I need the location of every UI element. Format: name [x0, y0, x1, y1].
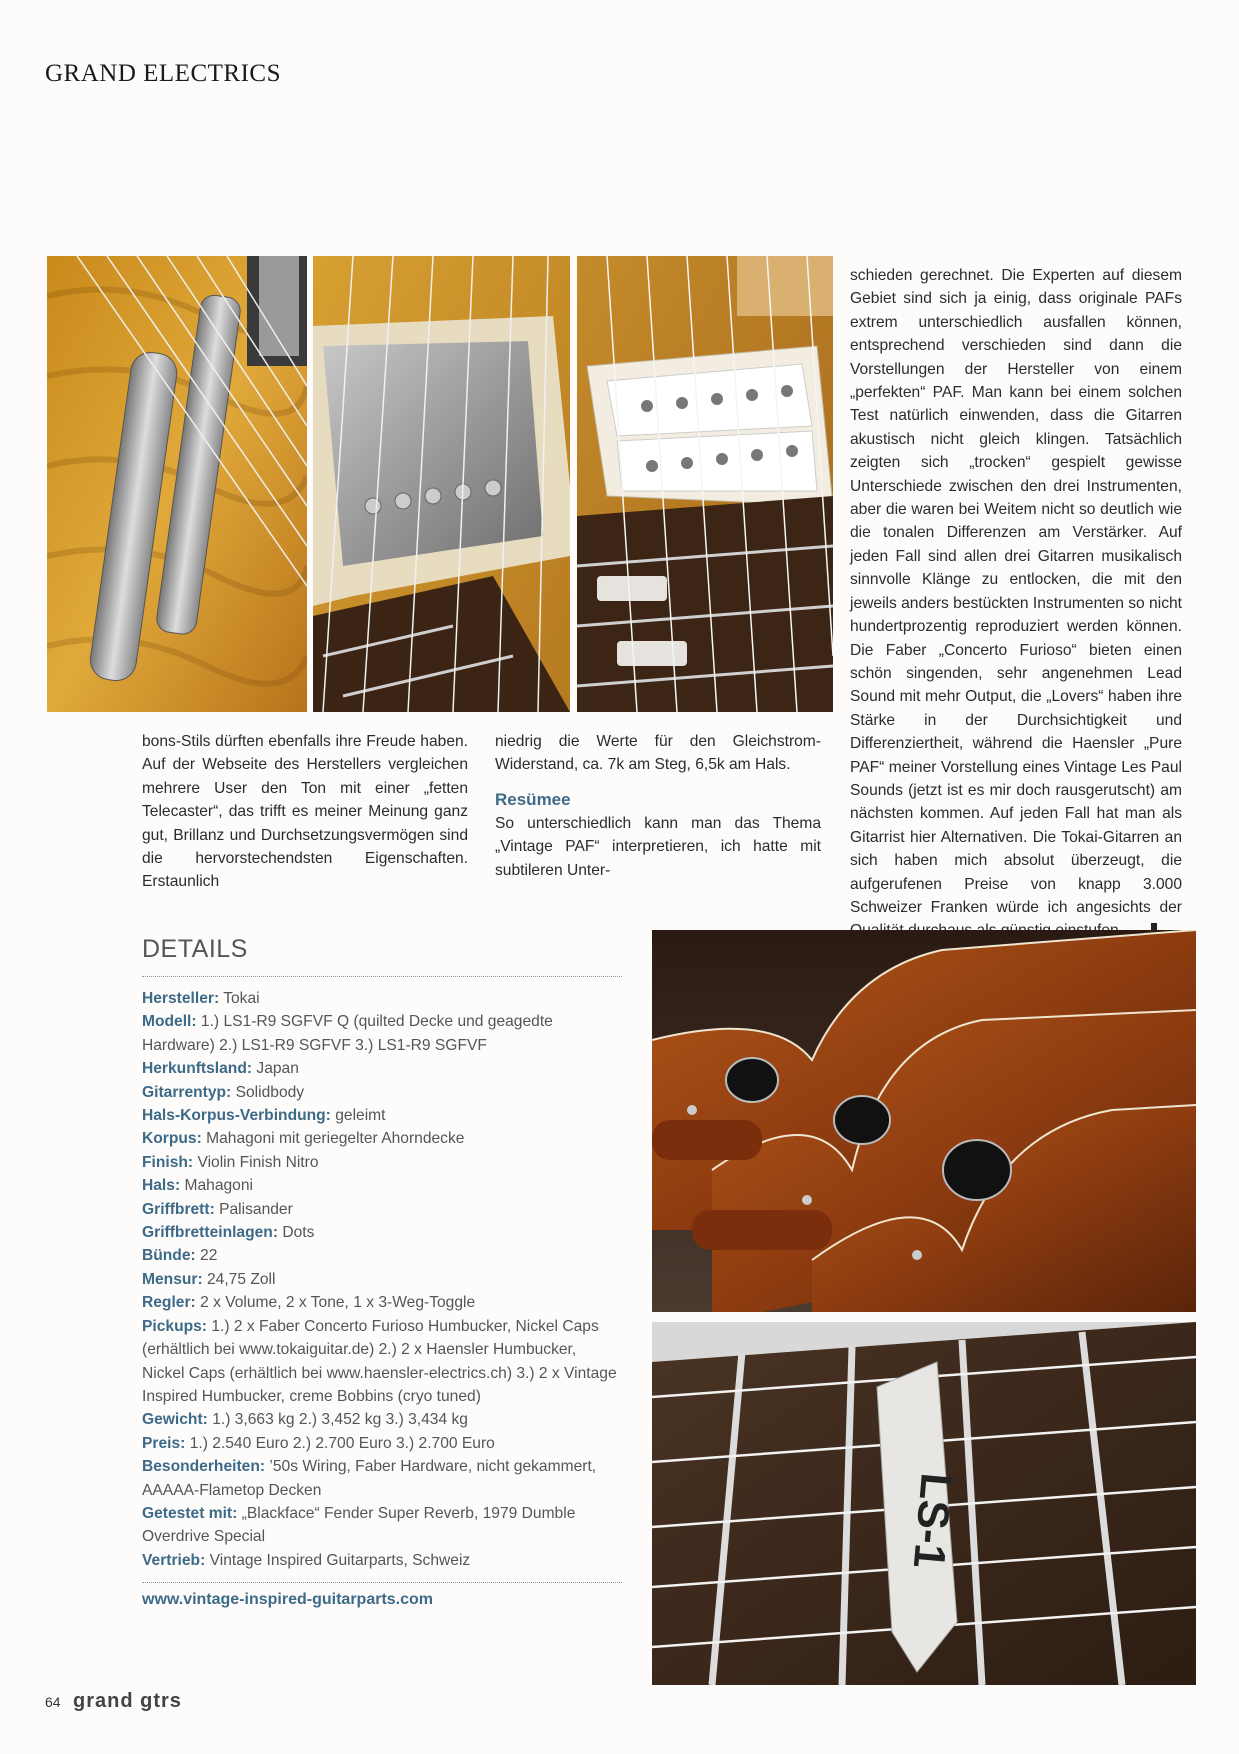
details-item — [142, 1244, 622, 1267]
photo-fretboard — [652, 1322, 1196, 1685]
details-value: Dots — [282, 1224, 315, 1242]
details-label: Pickups: — [142, 1317, 207, 1335]
details-value: Violin Finish Nitro — [197, 1153, 319, 1171]
article-paragraph: schieden gerechnet. Die Experten auf diesem Gebiet sind sich ja einig, dass originale PAFs extrem unterschiedlich ausfallen können, entsprechend verschieden sind dann die Vorstellungen der Hersteller von einem „perfekten“ PAF. Man kann bei einem solchen Test natürlich einwenden, dass die Gitarren akustisch nicht gleich klingen. Tatsächlich zeigten sich „trocken“ gespielt gewisse Unterschiede zwischen den drei Instrumenten, aber die waren bei Weitem nicht so deutlich wie die tonalen Differenzen am Verstärker. Auf jeden Fall sind allen drei Gitarren musikalisch sinnvolle Klänge zu entlocken, die mit den jeweils anders bestückten Instrumenten so nicht hundertprozentig reproduziert werden können. Die Faber „Concerto Furioso“ bieten einen schön singenden, sehr angenehmen Lead Sound mit mehr Output, die „Lovers“ haben ihre Stärke in der Durchsichtigkeit und Differenziertheit, während die Haensler „Pure PAF“ meiner Vorstellung eines Vintage Les Paul Sounds (jetzt ist es mir doch rausgerutscht) am nächsten kommen. Auf jeden Fall hat man als Gitarrist hier Alternativen. Die Tokai-Gitarren an sich haben mich absolut überzeugt, die aufgerufenen Preise von knapp 3.000 Schweizer Franken würde ich angesichts der — [850, 267, 1182, 916]
details-item — [142, 1010, 622, 1057]
details-item — [142, 1549, 622, 1572]
details-label: Preis: — [142, 1434, 186, 1452]
photo-pickup-nickel — [313, 256, 570, 712]
page-footer — [45, 1690, 182, 1713]
article-paragraph: So unterschiedlich kann man das Thema „Vintage PAF“ interpretieren, ich hatte mit subtileren Unter- — [495, 814, 821, 879]
details-label: Gewicht: — [142, 1411, 208, 1429]
details-list — [142, 977, 622, 1583]
article-paragraph: niedrig die Werte für den Gleichstrom-Widerstand, ca. 7k am Steg, 6,5k am Hals. — [495, 733, 821, 774]
details-value: 1.) LS1-R9 SGFVF Q (quilted Decke und geagedte Hardware) 2.) LS1-R9 SGFVF 3.) LS1-R9 SGFVF — [142, 1013, 553, 1054]
subheading-resuemee: Resümee — [495, 789, 571, 809]
details-item — [142, 1408, 622, 1431]
details-label: Hals: — [142, 1177, 181, 1195]
details-label: Gitarrentyp: — [142, 1083, 232, 1101]
photo-bodies — [652, 930, 1196, 1312]
details-item — [142, 1198, 622, 1221]
page-number: 64 — [45, 1694, 61, 1710]
details-item — [142, 1268, 622, 1291]
details-label: Bünde: — [142, 1247, 196, 1265]
details-box — [142, 935, 622, 1609]
details-item — [142, 1502, 622, 1549]
details-value: ’50s Wiring, Faber Hardware, nicht gekammert, AAAAA-Flametop Decken — [142, 1458, 597, 1499]
details-label: Vertrieb: — [142, 1551, 206, 1569]
article-column-1 — [142, 730, 468, 894]
details-item — [142, 1127, 622, 1150]
details-value: Mahagoni — [184, 1177, 253, 1195]
details-value: Solidbody — [235, 1083, 305, 1101]
details-item — [142, 1221, 622, 1244]
details-value: Mahagoni mit geriegelter Ahorndecke — [206, 1130, 465, 1148]
details-item — [142, 1432, 622, 1455]
photo-pickup-cream — [577, 256, 833, 712]
details-value: Japan — [256, 1060, 299, 1078]
details-item — [142, 1104, 622, 1127]
details-label: Griffbrett: — [142, 1200, 215, 1218]
section-title: GRAND ELECTRICS — [45, 60, 281, 87]
distributor-link[interactable]: www.vintage-inspired-guitarparts.com — [142, 1591, 434, 1609]
magazine-logo: grand gtrs — [73, 1690, 182, 1712]
details-label: Finish: — [142, 1153, 194, 1171]
details-value: Palisander — [219, 1200, 293, 1218]
details-label: Hals-Korpus-Verbindung: — [142, 1107, 331, 1125]
details-item — [142, 1057, 622, 1080]
details-value: 22 — [200, 1247, 218, 1265]
article-paragraph: bons-Stils dürften ebenfalls ihre Freude haben. Auf der Webseite des Herstellers vergleichen mehrere User den Ton mit einer „fetten Telecaster“, das trifft es meiner Meinung ganz gut, Brillanz und Durchsetzungsvermögen sind die hervorstechendsten Eigenschaften. Erstaunlich — [142, 733, 468, 891]
details-label: Modell: — [142, 1013, 197, 1031]
photo-bridge — [47, 256, 307, 712]
details-value: 1.) 2 x Faber Concerto Furioso Humbucker, Nickel Caps (erhältlich bei www.tokaiguitar.de) 2.) 2 x Haensler Humbucker, Nickel Caps (erhältlich bei www.haensler-electrics.ch) 3.) 2 x Vintage Inspired Humbucker, creme Bobbins (cryo tuned) — [142, 1317, 617, 1405]
details-label: Regler: — [142, 1294, 196, 1312]
details-label: Griffbretteinlagen: — [142, 1224, 279, 1242]
details-label: Herkunftsland: — [142, 1060, 253, 1078]
details-value: 24,75 Zoll — [207, 1270, 276, 1288]
details-label: Korpus: — [142, 1130, 202, 1148]
details-title: DETAILS — [142, 935, 622, 977]
details-value: 2 x Volume, 2 x Tone, 1 x 3-Weg-Toggle — [200, 1294, 476, 1312]
details-item — [142, 987, 622, 1010]
details-label: Mensur: — [142, 1270, 203, 1288]
article-column-2 — [495, 730, 821, 882]
details-item — [142, 1151, 622, 1174]
inlay-text: LS-1 — [903, 1471, 961, 1571]
details-value: 1.) 2.540 Euro 2.) 2.700 Euro 3.) 2.700 Euro — [189, 1434, 495, 1452]
details-value: Tokai — [223, 990, 260, 1007]
article-column-3 — [850, 264, 1182, 943]
details-label: Hersteller: — [142, 990, 220, 1007]
details-item — [142, 1081, 622, 1104]
details-value: Vintage Inspired Guitarparts, Schweiz — [209, 1551, 471, 1569]
details-value: geleimt — [335, 1107, 386, 1125]
details-item — [142, 1291, 622, 1314]
details-label: Getestet mit: — [142, 1504, 238, 1522]
details-item — [142, 1455, 622, 1502]
details-item — [142, 1174, 622, 1197]
details-value: „Blackface“ Fender Super Reverb, 1979 Dumble Overdrive Special — [142, 1504, 576, 1546]
details-item — [142, 1315, 622, 1409]
details-value: 1.) 3,663 kg 2.) 3,452 kg 3.) 3,434 kg — [212, 1411, 468, 1429]
details-label: Besonderheiten: — [142, 1458, 266, 1476]
